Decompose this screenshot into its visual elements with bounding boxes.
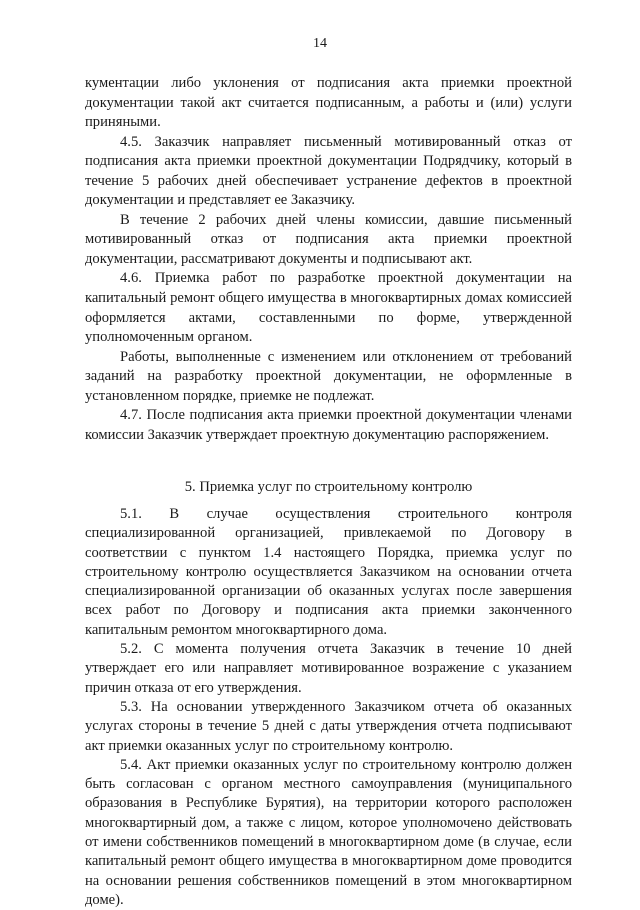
paragraph-5-4: 5.4. Акт приемки оказанных услуг по строительному контролю должен быть согласован с органом местного самоуправления (муниципального образования в Республике Бурятия), на территории которого расположен многоквартирный дом, а также с лицом, которое уполномочено действовать от имени собственников помещений в многоквартирном доме (в случае, если капитальный ремонт общего имущества в многоквартирном доме проводится на основании решения собственников помещений в этом многоквартирном доме). (85, 756, 572, 908)
paragraph-4-6: 4.6. Приемка работ по разработке проектной документации на капитальный ремонт общего имущества в многоквартирных домах комиссией оформляется актами, составленными по форме, утвержденной уполномоченным органом. (85, 270, 572, 346)
page-number: 14 (313, 36, 327, 51)
section-5-heading: 5. Приемка услуг по строительному контролю (184, 479, 473, 496)
paragraph-4-7: 4.7. После подписания акта приемки проектной документации членами комиссии Заказчик утверждает проектную документацию распоряжением. (85, 407, 572, 443)
paragraph-continued: кументации либо уклонения от подписания акта приемки проектной документации такой акт считается подписанным, а работы и (или) услуги приняными. (85, 75, 572, 131)
paragraph-5-1: 5.1. В случае осуществления строительного контроля специализированной организацией, привлекаемой по Договору в соответствии с пунктом 1.4 настоящего Порядка, приемка услуг по строительному контролю осуществляется Заказчиком на основании отчета специализированной организации об оказанных услугах после завершения всех работ по Договору и подписания акта приемки законченного капитальным ремонтом многоквартирного дома. (85, 505, 572, 638)
paragraph-4-5: 4.5. Заказчик направляет письменный мотивированный отказ от подписания акта приемки проектной документации Подрядчику, который в течение 5 рабочих дней обеспечивает устранение дефектов в проектной документации и представляет ее Заказчику. (85, 133, 572, 209)
document-body (85, 74, 572, 910)
paragraph-4-6-b: Работы, выполненные с изменением или отклонением от требований заданий на разработку проектной документации, не оформленные в установленном порядке, приемке не подлежат. (85, 348, 572, 404)
paragraph-5-3: 5.3. На основании утвержденного Заказчиком отчета об оказанных услугах стороны в течение 5 дней с даты утверждения отчета подписывают акт приемки оказанных услуг по строительному контролю. (85, 698, 572, 754)
paragraph-5-2: 5.2. С момента получения отчета Заказчик в течение 10 дней утверждает его или направляет мотивированное возражение с указанием причин отказа от его утверждения. (85, 641, 572, 696)
paragraph-4-5-b: В течение 2 рабочих дней члены комиссии, давшие письменный мотивированный отказ от подписания акта приемки проектной документации, рассматривают документы и подписывают акт. (85, 211, 572, 267)
